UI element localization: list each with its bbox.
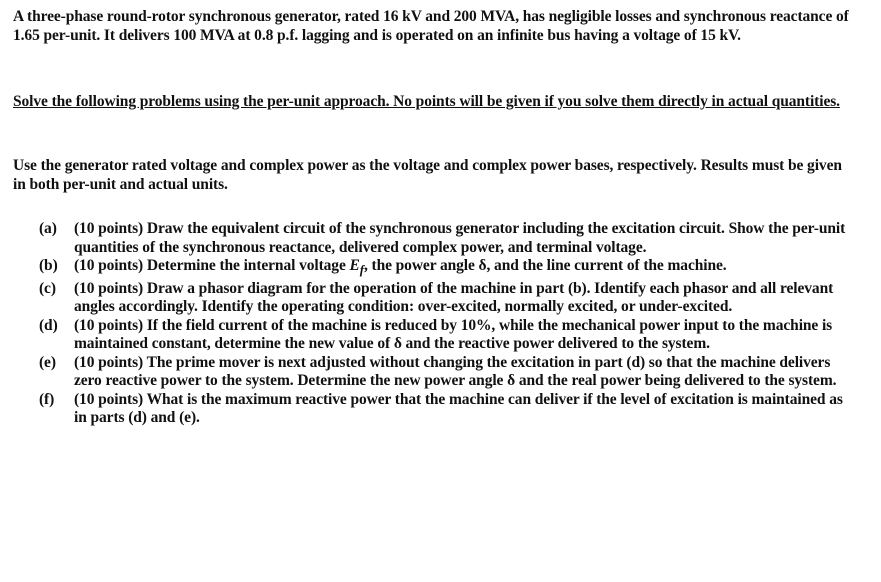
question-item-d	[39, 317, 854, 354]
question-label: (f)	[39, 390, 55, 408]
instruction-note: Solve the following problems using the per-unit approach. No points will be given if you solve them directly in actual quantities.	[13, 93, 840, 110]
question-item-f	[39, 391, 854, 428]
question-text-before: (10 points) Determine the internal voltage	[74, 257, 350, 274]
question-item-a	[39, 220, 854, 257]
variable-e-f	[349, 257, 364, 278]
question-text	[74, 257, 854, 280]
question-text: (10 points) If the field current of the machine is reduced by 10%, while the mechanical power input to the machine is maintained constant, determine the new value of δ and the reactive power delivered to the system.	[74, 316, 833, 353]
question-label: (a)	[39, 220, 57, 237]
question-label: (d)	[39, 316, 58, 334]
question-item-b	[39, 257, 854, 280]
variable-subscript: f	[359, 262, 364, 278]
question-label: (c)	[39, 279, 56, 297]
variable-symbol: E	[349, 257, 360, 274]
question-item-e	[39, 354, 854, 391]
question-label: (e)	[39, 353, 56, 371]
problem-statement: A three-phase round-rotor synchronous generator, rated 16 kV and 200 MVA, has negligible losses and synchronous reactance of 1.65 per-unit. It delivers 100 MVA at 0.8 p.f. lagging and is operated on an infinite bus having a voltage of 15 kV.	[13, 8, 849, 44]
question-label: (b)	[39, 257, 58, 274]
question-text-after: , the power angle δ, and the line current of the machine.	[363, 257, 727, 274]
question-text: (10 points) What is the maximum reactive power that the machine can deliver if the level of excitation is maintained as in parts (d) and (e).	[74, 390, 843, 427]
question-item-c	[39, 280, 854, 317]
question-text: (10 points) Draw a phasor diagram for the operation of the machine in part (b). Identify each phasor and all relevant angles accordingly. Identify the operating condition: over-excited, normally excited, or under-excited.	[74, 279, 834, 316]
question-list	[39, 220, 854, 428]
base-quantities-note: Use the generator rated voltage and complex power as the voltage and complex power bases, respectively. Results must be given in both per-unit and actual units.	[13, 157, 842, 193]
question-text: (10 points) Draw the equivalent circuit of the synchronous generator including the excitation circuit. Show the per-unit quantities of the synchronous reactance, delivered complex power, and terminal voltage.	[74, 220, 846, 256]
question-text: (10 points) The prime mover is next adjusted without changing the excitation in part (d) so that the machine delivers zero reactive power to the system. Determine the new power angle δ and the real power being delivered to the system.	[74, 353, 837, 390]
